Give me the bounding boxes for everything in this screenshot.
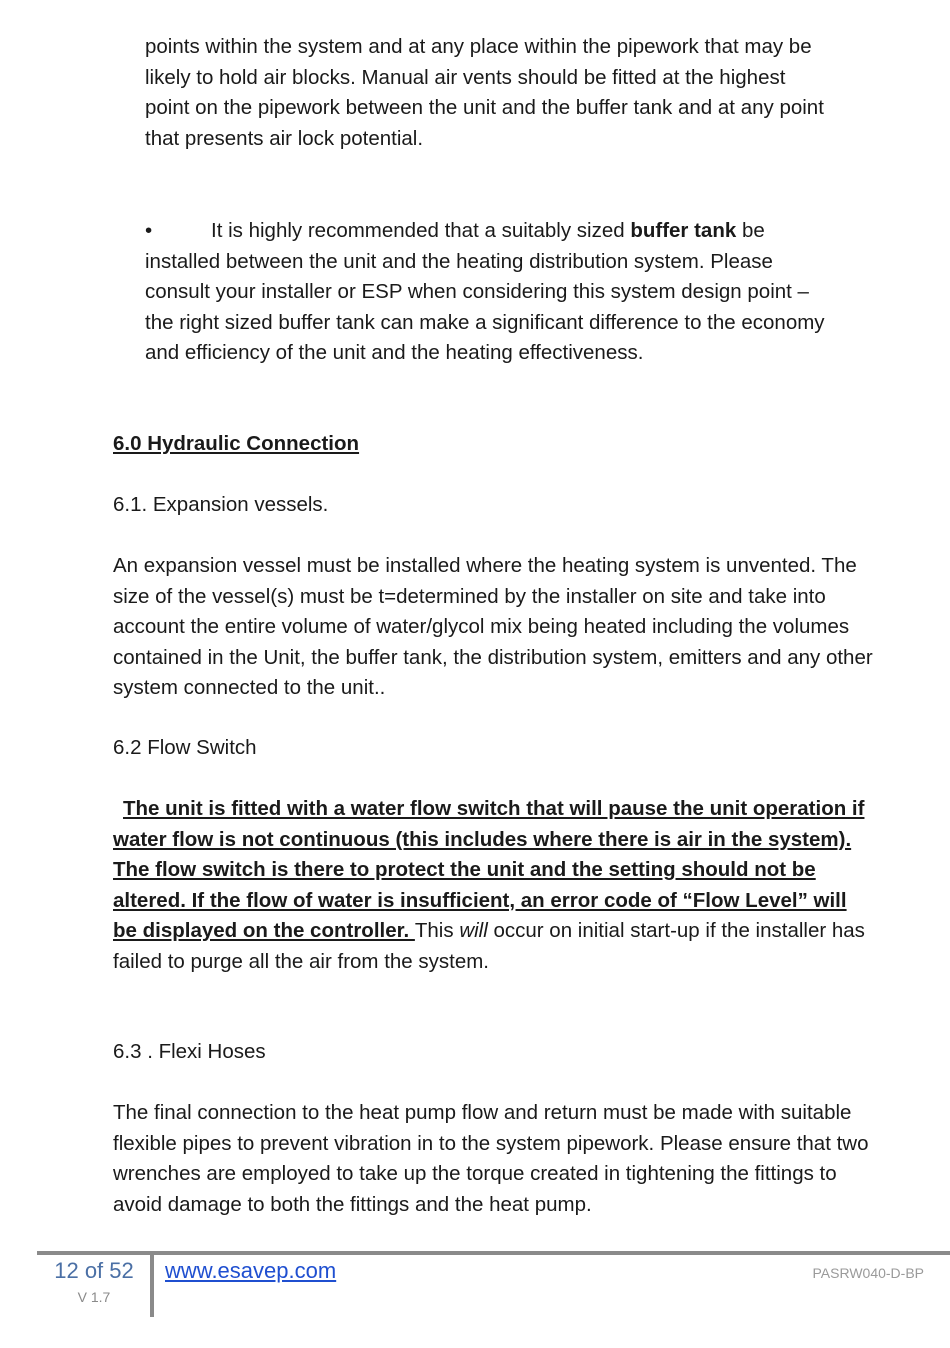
flow-switch-paragraph bbox=[113, 794, 873, 977]
flexi-heading: 6.3 . Flexi Hoses bbox=[113, 1040, 266, 1063]
expansion-body: An expansion vessel must be installed where the heating system is unvented. The size of the vessel(s) must be t=determined by the installer on site and take into account the entire volume of water/glycol mix being heated including the volumes contained in the Unit, the buffer tank, the distribution system, emitters and any other system connected to the unit.. bbox=[113, 554, 873, 699]
flow-switch-this: This bbox=[414, 919, 460, 942]
footer-vertical-divider bbox=[150, 1255, 154, 1317]
bullet-text-before: It is highly recommended that a suitably sized bbox=[211, 219, 631, 242]
flow-switch-will: will bbox=[459, 919, 488, 942]
flow-switch-warning: The unit is fitted with a water flow switch that will pause the unit operation if water flow is not continuous (this includes where there is air in the system). The flow switch is there to protect the unit and the setting should not be altered. If the flow of water is insufficient, an error code of “Flow Level” will be displayed on the controller. bbox=[113, 797, 865, 942]
bullet-bold-term: buffer tank bbox=[630, 219, 737, 242]
flow-switch-heading: 6.2 Flow Switch bbox=[113, 736, 257, 759]
buffer-tank-bullet bbox=[145, 216, 825, 369]
version-label: V 1.7 bbox=[77, 1289, 111, 1305]
website-link[interactable]: www.esavep.com bbox=[165, 1258, 337, 1283]
document-code: PASRW040-D-BP bbox=[812, 1265, 924, 1281]
section-heading: 6.0 Hydraulic Connection bbox=[113, 432, 360, 455]
expansion-heading: 6.1. Expansion vessels. bbox=[113, 493, 329, 516]
flexi-body: The final connection to the heat pump flow and return must be made with suitable flexible pipes to prevent vibration in to the system pipework. Please ensure that two wrenches are employed to take up the torque created in tightening the fittings to avoid damage to both the fittings and the heat pump. bbox=[113, 1101, 869, 1216]
flow-switch-after: occur on initial start-up if the installer has failed to purge all the air from the system. bbox=[113, 919, 865, 973]
bullet-icon: • bbox=[145, 219, 153, 242]
bullet-text-after: be installed between the unit and the heating distribution system. Please consult your installer or ESP when considering this system design point – the right sized buffer tank can make a significant difference to the economy and efficiency of the unit and the heating effectiveness. bbox=[145, 219, 825, 364]
footer-divider bbox=[37, 1251, 950, 1255]
page-number: 12 of 52 bbox=[54, 1258, 134, 1283]
intro-paragraph: points within the system and at any place within the pipework that may be likely to hold air blocks. Manual air vents should be fitted at the highest point on the pipework between the unit and the buffer tank and at any point that presents air lock potential. bbox=[145, 35, 824, 150]
